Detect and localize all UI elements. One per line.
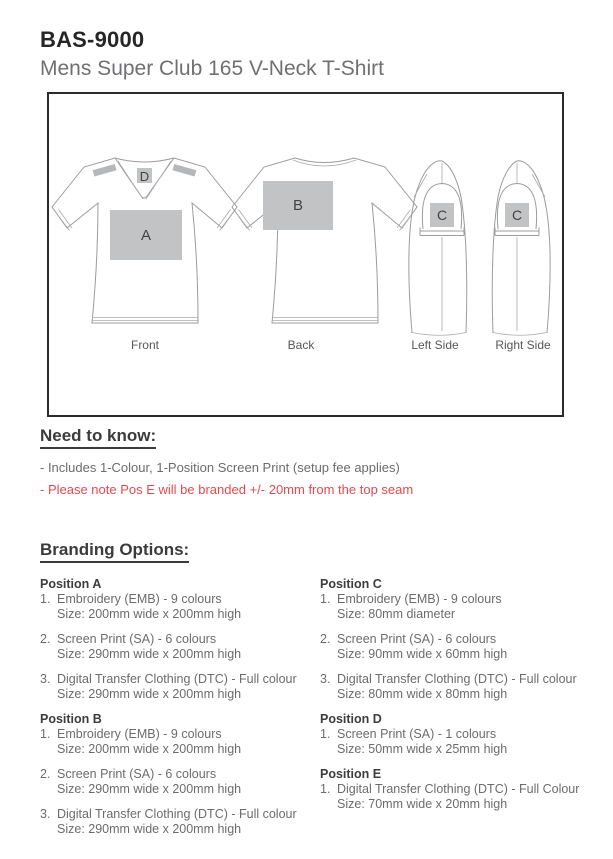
branding-option: 3. Digital Transfer Clothing (DTC) - Full colour Size: 290mm wide x 200mm high xyxy=(40,807,297,836)
option-size: Size: 290mm wide x 200mm high xyxy=(57,822,242,836)
option-method: Screen Print (SA) - 6 colours xyxy=(57,767,217,781)
garment-views-drawing xyxy=(49,94,562,415)
branding-option: 1. Embroidery (EMB) - 9 colours Size: 80mm diameter xyxy=(320,592,502,621)
option-method: Screen Print (SA) - 6 colours xyxy=(57,632,217,646)
option-size: Size: 200mm wide x 200mm high xyxy=(57,607,242,621)
right-side-view-drawing xyxy=(492,161,550,336)
branding-option: 2. Screen Print (SA) - 6 colours Size: 290mm wide x 200mm high xyxy=(40,632,242,661)
position-c-right-letter: C xyxy=(511,207,523,223)
option-size: Size: 70mm wide x 20mm high xyxy=(337,797,508,811)
option-method: Digital Transfer Clothing (DTC) - Full colour xyxy=(57,672,297,686)
option-size: Size: 290mm wide x 200mm high xyxy=(57,782,242,796)
position-e-block xyxy=(320,767,585,812)
branding-option: 1. Screen Print (SA) - 1 colours Size: 50mm wide x 25mm high xyxy=(320,727,508,756)
position-e-title: Position E xyxy=(320,767,382,781)
branding-option: 2. Screen Print (SA) - 6 colours Size: 290mm wide x 200mm high xyxy=(40,767,242,796)
position-a-title: Position A xyxy=(40,577,102,591)
need-to-know-note-2: - Please note Pos E will be branded +/- 20mm from the top seam xyxy=(40,482,414,497)
branding-option: 1. Digital Transfer Clothing (DTC) - Full Colour Size: 70mm wide x 20mm high xyxy=(320,782,580,811)
front-view-drawing xyxy=(52,158,237,323)
position-d-block xyxy=(320,712,585,757)
branding-option: 1. Embroidery (EMB) - 9 colours Size: 200mm wide x 200mm high xyxy=(40,727,242,756)
branding-column-right xyxy=(320,577,585,847)
branding-options-section xyxy=(40,540,585,847)
position-d-title: Position D xyxy=(320,712,382,726)
option-method: Embroidery (EMB) - 9 colours xyxy=(337,592,502,606)
need-to-know-note-1: - Includes 1-Colour, 1-Position Screen Print (setup fee applies) xyxy=(40,460,400,475)
option-size: Size: 200mm wide x 200mm high xyxy=(57,742,242,756)
need-to-know-heading: Need to know: xyxy=(40,426,156,449)
option-method: Embroidery (EMB) - 9 colours xyxy=(57,592,222,606)
right-shoulder-stripe xyxy=(172,164,196,177)
option-method: Screen Print (SA) - 6 colours xyxy=(337,632,497,646)
product-code: BAS-9000 xyxy=(40,27,145,52)
option-method: Embroidery (EMB) - 9 colours xyxy=(57,727,222,741)
position-c-left-letter: C xyxy=(436,207,448,223)
option-method: Digital Transfer Clothing (DTC) - Full colour xyxy=(57,807,297,821)
back-view-drawing xyxy=(232,158,417,323)
branding-options-heading: Branding Options: xyxy=(40,540,189,563)
left-shoulder-stripe xyxy=(93,164,117,177)
option-size: Size: 290mm wide x 200mm high xyxy=(57,647,242,661)
option-method: Screen Print (SA) - 1 colours xyxy=(337,727,497,741)
option-method: Digital Transfer Clothing (DTC) - Full colour xyxy=(337,672,577,686)
header xyxy=(40,27,384,81)
position-c-title: Position C xyxy=(320,577,382,591)
position-a-letter: A xyxy=(140,227,152,244)
back-view-label: Back xyxy=(287,338,315,352)
position-c-block xyxy=(320,577,585,702)
option-method: Digital Transfer Clothing (DTC) - Full Colour xyxy=(337,782,580,796)
option-size: Size: 290mm wide x 200mm high xyxy=(57,687,242,701)
left-side-view-drawing xyxy=(409,161,467,336)
option-size: Size: 80mm wide x 80mm high xyxy=(337,687,508,701)
need-to-know-section xyxy=(40,426,580,501)
branding-column-left xyxy=(40,577,320,847)
right-side-view-label: Right Side xyxy=(495,338,551,352)
position-a-block xyxy=(40,577,320,702)
left-side-view-label: Left Side xyxy=(411,338,459,352)
front-view-label: Front xyxy=(130,338,160,352)
option-size: Size: 80mm diameter xyxy=(337,607,456,621)
branding-option: 1. Embroidery (EMB) - 9 colours Size: 200mm wide x 200mm high xyxy=(40,592,242,621)
product-name: Mens Super Club 165 V-Neck T-Shirt xyxy=(40,57,384,80)
position-b-block xyxy=(40,712,320,837)
position-b-title: Position B xyxy=(40,712,102,726)
position-b-letter: B xyxy=(292,197,304,214)
branding-option: 3. Digital Transfer Clothing (DTC) - Full colour Size: 80mm wide x 80mm high xyxy=(320,672,577,701)
branding-option: 3. Digital Transfer Clothing (DTC) - Full colour Size: 290mm wide x 200mm high xyxy=(40,672,297,701)
branding-option: 2. Screen Print (SA) - 6 colours Size: 90mm wide x 60mm high xyxy=(320,632,508,661)
option-size: Size: 50mm wide x 25mm high xyxy=(337,742,508,756)
garment-diagram-box xyxy=(47,92,564,417)
position-d-letter: D xyxy=(139,169,150,184)
option-size: Size: 90mm wide x 60mm high xyxy=(337,647,508,661)
